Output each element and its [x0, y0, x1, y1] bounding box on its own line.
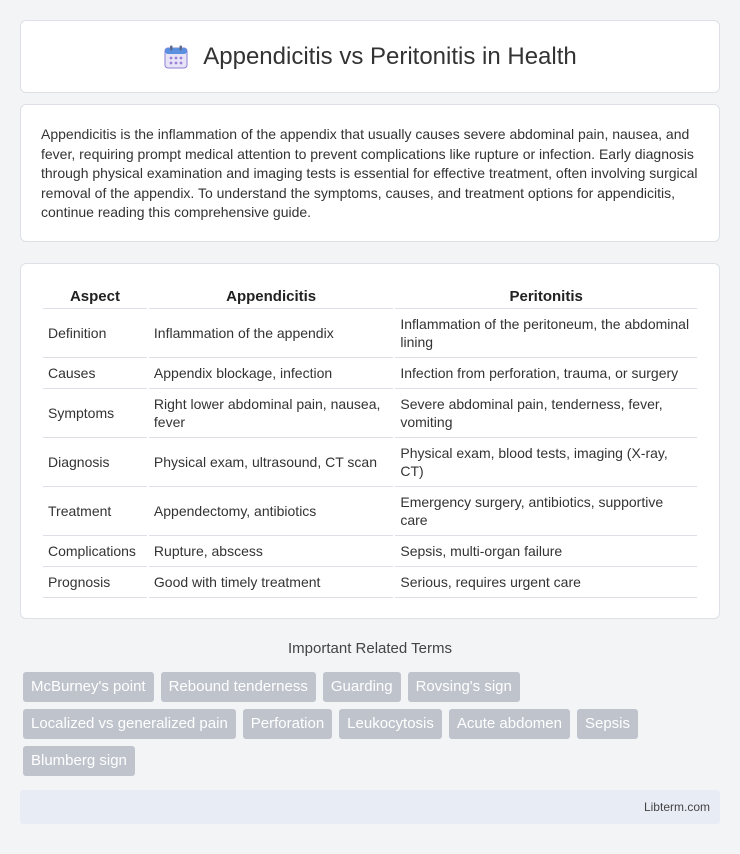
table-row — [43, 389, 697, 438]
related-term-tag[interactable]: Perforation — [243, 709, 332, 739]
aspect-cell: Definition — [43, 309, 147, 358]
related-term-tag[interactable]: Rovsing's sign — [408, 672, 520, 702]
calendar-icon — [163, 44, 189, 70]
tag-row — [23, 746, 723, 776]
header-aspect: Aspect — [43, 284, 147, 309]
appendicitis-cell: Good with timely treatment — [149, 567, 393, 598]
table-row — [43, 487, 697, 536]
tag-row — [23, 672, 723, 702]
header-appendicitis: Appendicitis — [149, 284, 393, 309]
table-row — [43, 358, 697, 389]
peritonitis-cell: Severe abdominal pain, tenderness, fever, vomiting — [395, 389, 697, 438]
comparison-card — [20, 263, 720, 619]
peritonitis-cell: Inflammation of the peritoneum, the abdominal lining — [395, 309, 697, 358]
peritonitis-cell: Emergency surgery, antibiotics, supportive care — [395, 487, 697, 536]
peritonitis-cell: Physical exam, blood tests, imaging (X-ray, CT) — [395, 438, 697, 487]
related-term-tag[interactable]: Blumberg sign — [23, 746, 135, 776]
aspect-cell: Diagnosis — [43, 438, 147, 487]
related-term-tag[interactable]: Rebound tenderness — [161, 672, 316, 702]
table-row — [43, 438, 697, 487]
title-wrap — [163, 43, 577, 71]
aspect-cell: Symptoms — [43, 389, 147, 438]
appendicitis-cell: Right lower abdominal pain, nausea, fever — [149, 389, 393, 438]
intro-card — [20, 104, 720, 242]
table-row — [43, 567, 697, 598]
header-peritonitis: Peritonitis — [395, 284, 697, 309]
aspect-cell: Causes — [43, 358, 147, 389]
related-term-tag[interactable]: Leukocytosis — [339, 709, 442, 739]
appendicitis-cell: Physical exam, ultrasound, CT scan — [149, 438, 393, 487]
table-header-row — [43, 284, 697, 309]
aspect-cell: Complications — [43, 536, 147, 567]
related-term-tag[interactable]: Sepsis — [577, 709, 638, 739]
comparison-table — [41, 284, 699, 598]
appendicitis-cell: Appendectomy, antibiotics — [149, 487, 393, 536]
related-term-tag[interactable]: Localized vs generalized pain — [23, 709, 236, 739]
intro-text: Appendicitis is the inflammation of the appendix that usually causes severe abdominal pain, nausea, and fever, requiring prompt medical attention to prevent complications like rupture or infection. Early diagnosis through physical examination and imaging tests is essential for effective treatment, often involving surgical removal of the appendix. To understand the symptoms, causes, and treatment options for appendicitis, continue reading this comprehensive guide. — [41, 126, 698, 221]
table-row — [43, 309, 697, 358]
related-term-tag[interactable]: McBurney's point — [23, 672, 154, 702]
related-terms-title: Important Related Terms — [288, 640, 452, 657]
tag-row — [23, 709, 723, 739]
header-card — [20, 20, 720, 93]
appendicitis-cell: Rupture, abscess — [149, 536, 393, 567]
footer — [20, 790, 720, 824]
aspect-cell: Prognosis — [43, 567, 147, 598]
aspect-cell: Treatment — [43, 487, 147, 536]
appendicitis-cell: Appendix blockage, infection — [149, 358, 393, 389]
table-row — [43, 536, 697, 567]
peritonitis-cell: Infection from perforation, trauma, or surgery — [395, 358, 697, 389]
peritonitis-cell: Sepsis, multi-organ failure — [395, 536, 697, 567]
related-terms-list — [23, 672, 723, 783]
appendicitis-cell: Inflammation of the appendix — [149, 309, 393, 358]
footer-site-link[interactable]: Libterm.com — [643, 800, 710, 814]
page-title: Appendicitis vs Peritonitis in Health — [203, 42, 577, 70]
related-term-tag[interactable]: Acute abdomen — [449, 709, 570, 739]
peritonitis-cell: Serious, requires urgent care — [395, 567, 697, 598]
related-term-tag[interactable]: Guarding — [323, 672, 401, 702]
